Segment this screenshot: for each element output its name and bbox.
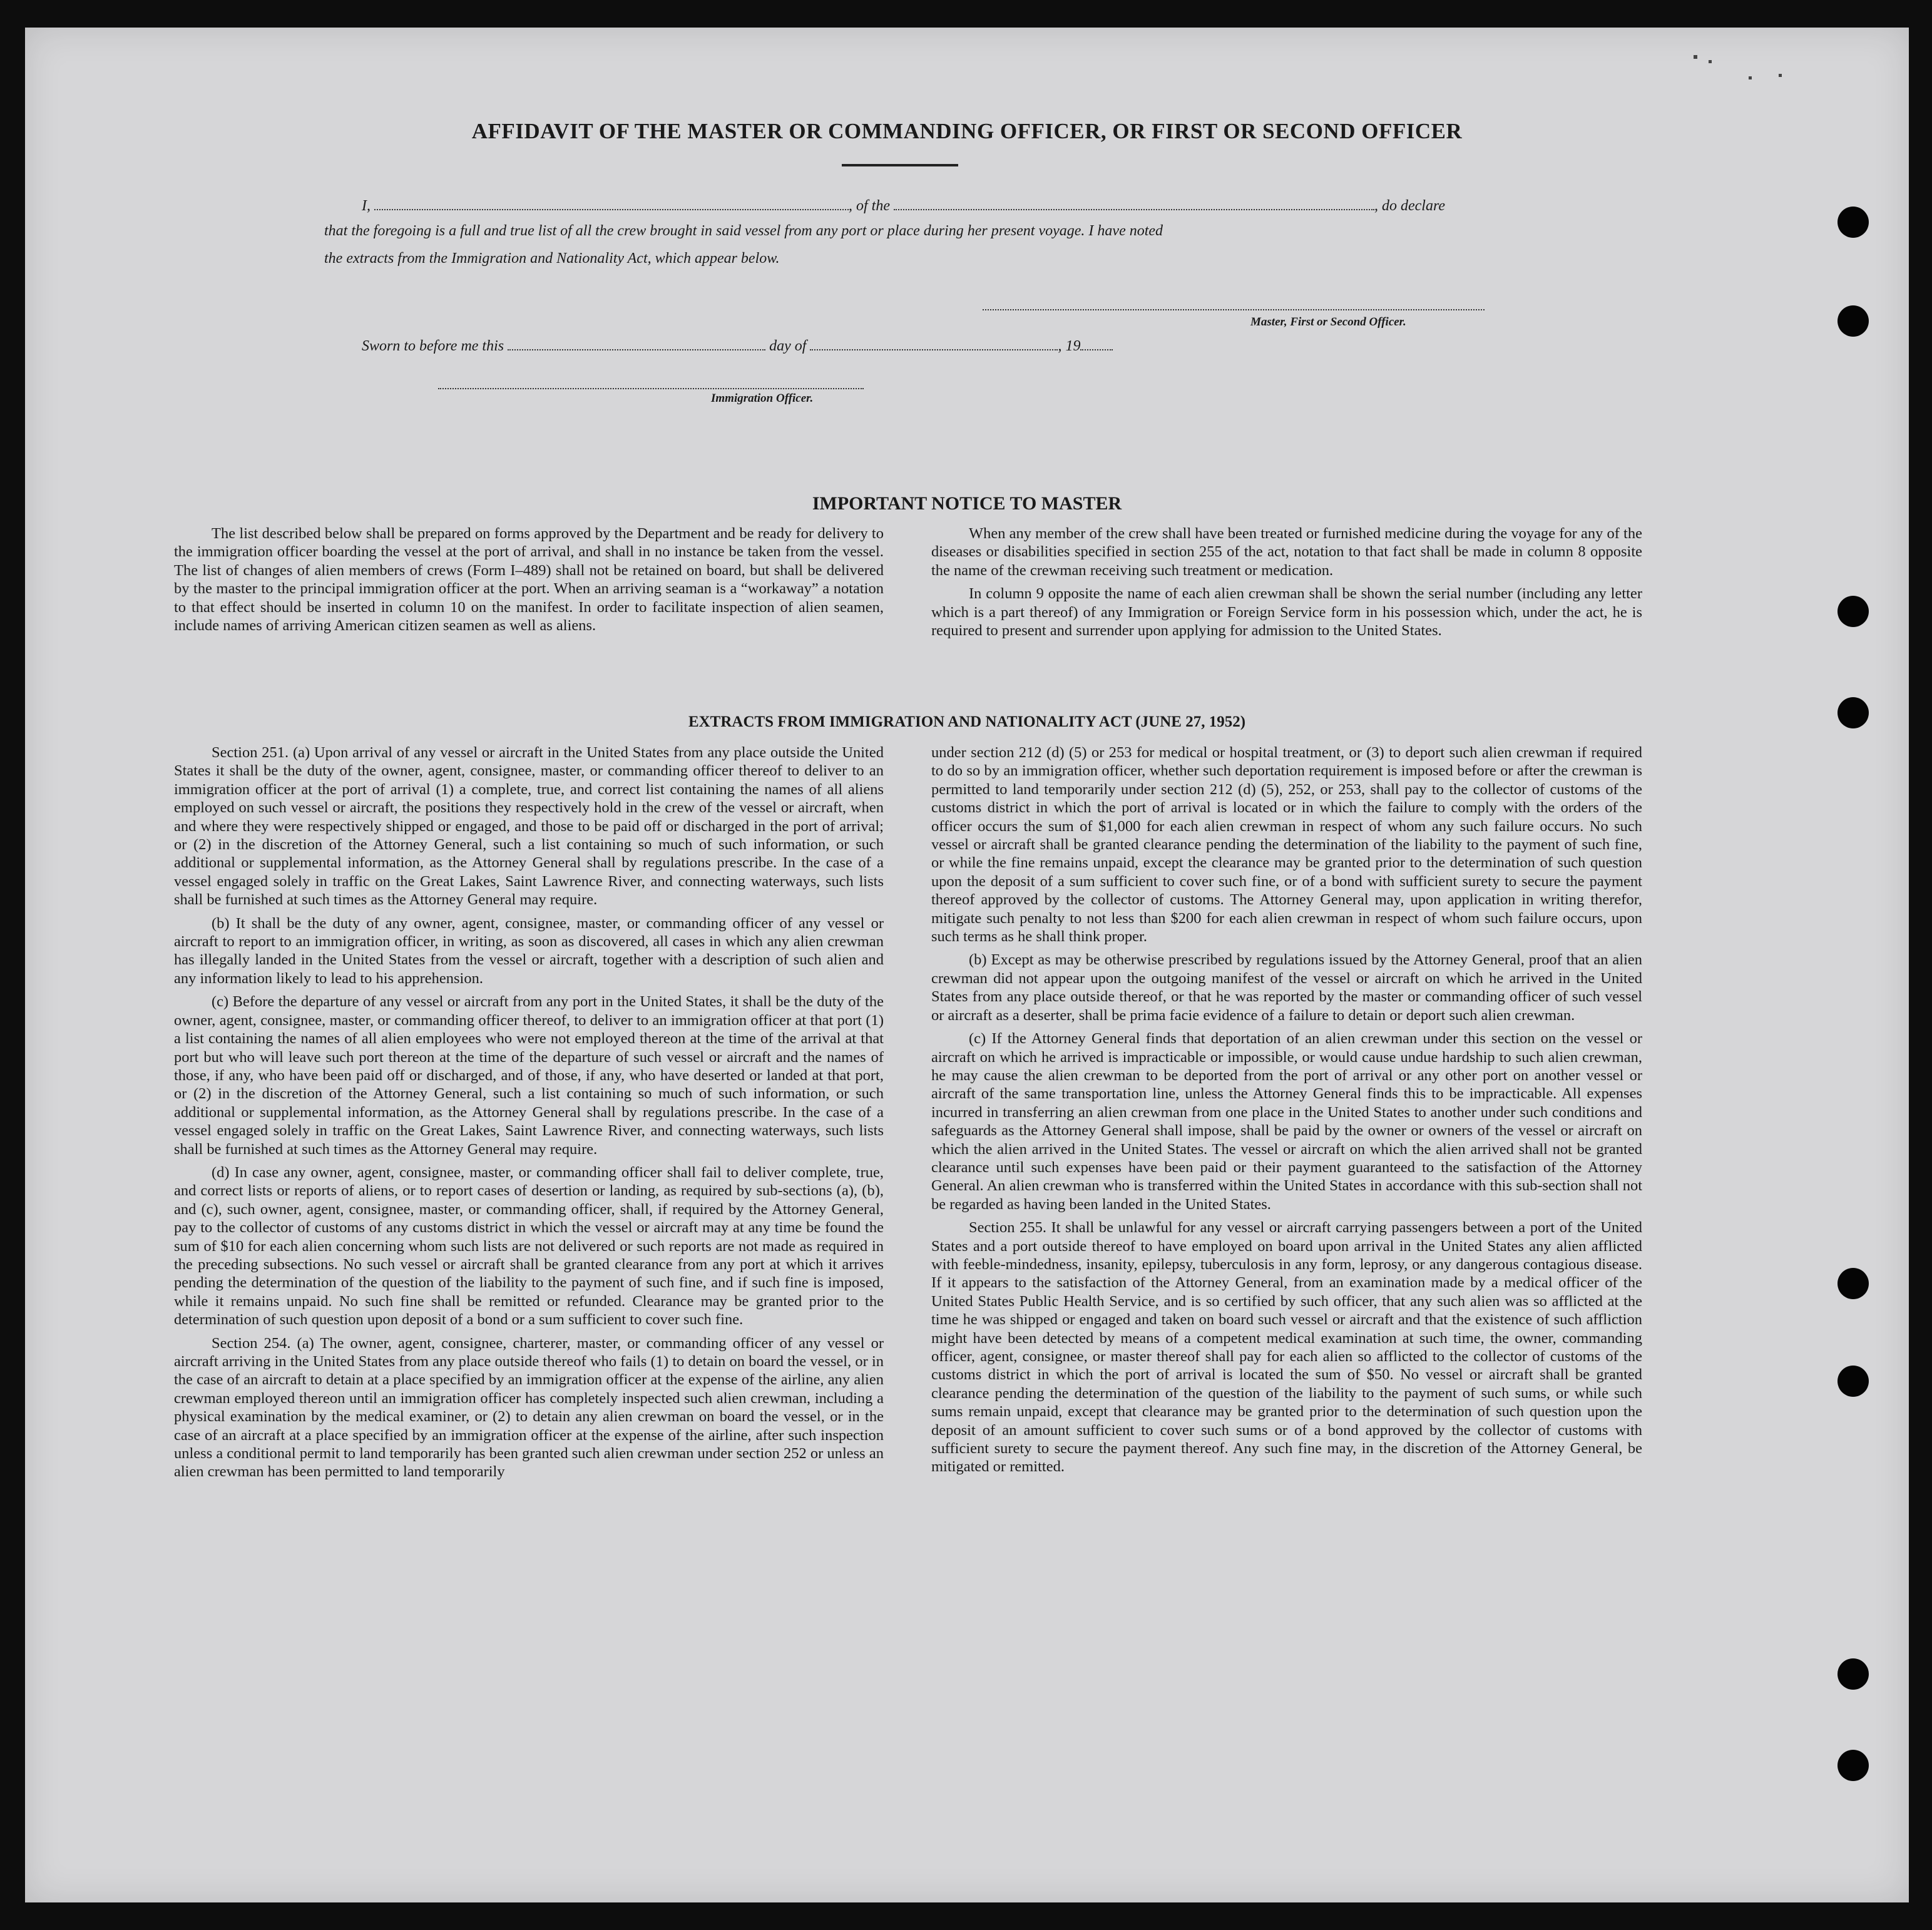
binder-hole <box>1837 1658 1869 1690</box>
sworn-month-blank[interactable] <box>810 337 1058 350</box>
notice-paragraph: The list described below shall be prepared on forms approved by the Department and be ready for delivery to the immigration officer boarding the vessel at the port of arrival, and shall in no instance be taken from the vessel. The list of changes of alien members of crews (Form I–489) shall not be retained on board, but shall be delivered by the master to the principal immigration officer at the port. When an arriving seaman is a “workaway” a notation to that effect should be inserted in column 10 on the manifest. In order to facilitate inspection of alien seamen, include names of arriving American citizen seamen as well as aliens. <box>174 525 884 635</box>
declaration-of-the: , of the <box>849 198 890 214</box>
binder-hole <box>1837 1750 1869 1781</box>
binder-hole <box>1837 207 1869 238</box>
binder-hole <box>1837 596 1869 627</box>
year-prefix: , 19 <box>1058 338 1081 354</box>
notice-paragraph: When any member of the crew shall have been treated or furnished medicine during the voyage for any of the diseases or disabilities specified in section 255 of the act, notation to that fact shall be made in column 8 opposite the name of the crewman receiving such treatment or medication. <box>931 525 1642 579</box>
master-signature-line[interactable] <box>983 309 1485 310</box>
section-251d: (d) In case any owner, agent, consignee, master, or commanding officer shall fail to deliver complete, true, and correct lists or reports of aliens, or to report cases of desertion or landing, as required by sub-sections (a), (b), and (c), such owner, agent, consignee, master, or commanding officer, shall, if required by the Attorney General, pay to the collector of customs of any customs district in which the vessel or aircraft may at any time be found the sum of $10 for each alien concerning whom such lists are not delivered or such reports are not made as required in the preceding subsections. No such vessel or aircraft shall be granted clearance from any port at which it arrives pending the determination of the question of the liability to the payment of such fine, and if such fine is imposed, while it remains unpaid. No such fine shall be remitted or refunded. Clearance may be granted prior to the determination of such question upon deposit of a bond or a sum sufficient to cover such fine. <box>174 1163 884 1329</box>
declaration-line-2: that the foregoing is a full and true list of all the crew brought in said vessel from any port or place during her present voyage. I have noted <box>324 223 1163 239</box>
officer-caption: Immigration Officer. <box>711 392 814 405</box>
speck <box>1779 74 1782 77</box>
section-254a: Section 254. (a) The owner, agent, consignee, charterer, master, or commanding officer of any vessel or aircraft arriving in the United States from any place outside thereof who fails (1) to detain on board the vessel, or in the case of an aircraft to detain at a place specified by an immigration officer at the expense of the airline, any alien crewman employed thereon until an immigration officer has completely inspected such alien crewman, including a physical examination by the medical examiner, or (2) to detain any alien crewman on board the vessel, or in the case of an aircraft at a place specified by an immigration officer at the expense of the airline, after such inspection unless a conditional permit to land temporarily has been granted such alien crewman under section 252 or unless an alien crewman has been permitted to land temporarily <box>174 1334 884 1481</box>
section-254c: (c) If the Attorney General finds that deportation of an alien crewman under this section on the vessel or aircraft on which he arrived is impracticable or impossible, or would cause undue hardship to such alien crewman, he may cause the alien crewman to be deported from the port of arrival or any other port on another vessel or aircraft of the same transportation line, unless the Attorney General finds this to be impracticable. All expenses incurred in transferring an alien crewman from one place in the United States to another under such conditions and safeguards as the Attorney General shall impose, shall be paid by the owner or owners of the vessel or aircraft on which the alien arrived in the United States. The vessel or aircraft on which the alien arrived shall not be granted clearance until such expenses have been paid or their payment guaranteed to the satisfaction of the Attorney General. An alien crewman who is transferred within the United States in accordance with this sub-section shall not be regarded as having been landed in the United States. <box>931 1030 1642 1213</box>
title-underline <box>842 164 958 166</box>
section-251c: (c) Before the departure of any vessel or aircraft from any port in the United States, it shall be the duty of the owner, agent, consignee, master, or commanding officer thereof, to deliver to an immigration officer at that port (1) a list containing the names of all alien employees who were not employed thereon at the time of the arrival at that port but who will leave such port thereon at the time of the departure of such vessel or aircraft and the names of those, if any, who have been paid off or discharged, and of those, if any, who have deserted or landed at that port, or (2) in the discretion of the Attorney General, such a list containing so much of such information, or such additional or supplemental information, as the Attorney General shall by regulations prescribe. In the case of a vessel engaged solely in traffic on the Great Lakes, Saint Lawrence River, and connecting waterways, such lists shall be furnished at such times as the Attorney General may require. <box>174 993 884 1158</box>
extracts-left-column <box>174 743 884 1486</box>
declaration-do-declare: , do declare <box>1374 198 1446 214</box>
speck <box>1694 55 1697 59</box>
notice-left-column <box>174 524 884 640</box>
day-of-label: day of <box>769 338 807 354</box>
declaration-line-1 <box>362 197 1445 215</box>
notice-paragraph: In column 9 opposite the name of each alien crewman shall be shown the serial number (including any letter which is a part thereof) of any Immigration or Foreign Service form in his possession which, under the act, he is required to present and surrender upon applying for admission to the United States. <box>931 585 1642 640</box>
speck <box>1749 76 1752 79</box>
binder-hole <box>1837 1366 1869 1397</box>
extracts-right-column <box>931 743 1642 1481</box>
binder-hole <box>1837 305 1869 337</box>
sworn-label: Sworn to before me this <box>362 338 504 354</box>
affidavit-title: AFFIDAVIT OF THE MASTER OR COMMANDING OFFICER, OR FIRST OR SECOND OFFICER <box>471 119 1463 143</box>
sworn-day-blank[interactable] <box>508 337 765 350</box>
section-254a-continued: under section 212 (d) (5) or 253 for medical or hospital treatment, or (3) to deport such alien crewman if required to do so by an immigration officer, whether such deportation requirement is imposed before or after the crewman is permitted to land temporarily under section 212 (d) (5), 252, or 253, shall pay to the collector of customs of the customs district in which the port of arrival is located or in which the failure to comply with the orders of the officer occurs the sum of $1,000 for each alien crewman in respect of whom any such failure occurs. No such vessel or aircraft shall be granted clearance pending the determination of the liability to the payment of such fine, or while the fine remains unpaid, except the clearance may be granted prior to the determination of such question upon the deposit of a sum sufficient to cover such fine, or of a bond with sufficient surety to secure the payment thereof approved by the collector of customs. The Attorney General may, upon application in writing therefor, mitigate such penalty to not less than $200 for each alien crewman in respect of whom such failure occurs, upon such terms as he shall think proper. <box>931 744 1642 946</box>
section-255: Section 255. It shall be unlawful for any vessel or aircraft carrying passengers between a port of the United States and a port outside thereof to have employed on board upon arrival in the United States any alien afflicted with feeble-mindedness, insanity, epilepsy, tuberculosis in any form, leprosy, or any dangerous contagious disease. If it appears to the satisfaction of the Attorney General, from an examination made by a medical officer of the United States Public Health Service, and is so certified by such officer, that any such alien was so afflicted at the time he was shipped or engaged and taken on board such vessel or aircraft and that the existence of such affliction might have been detected by means of a competent medical examination at such time, the owner, commanding officer, agent, consignee, or master thereof shall pay for each alien so afflicted to the collector of customs of the customs district in which the port of arrival is located the sum of $50. No vessel or aircraft shall be granted clearance pending the determination of the question of the liability to the payment of such sums, or while such sums remain unpaid, except that clearance may be granted prior to the determination of such question upon the deposit of an amount sufficient to cover such sums or of a bond approved by the collector of customs with sufficient surety to secure the payment thereof. Any such fine may, in the discretion of the Attorney General, be mitigated or remitted. <box>931 1219 1642 1476</box>
section-251b: (b) It shall be the duty of any owner, agent, consignee, master, or commanding officer of any vessel or aircraft to report to an immigration officer, in writing, as soon as discovered, all cases in which any alien crewman has illegally landed in the United States from the vessel or aircraft, together with a description of such alien and any information likely to lead to his apprehension. <box>174 914 884 987</box>
section-251a: Section 251. (a) Upon arrival of any vessel or aircraft in the United States from any place outside the United States it shall be the duty of the owner, agent, consignee, master, or commanding officer thereof to deliver to an immigration officer at the port of arrival (1) a complete, true, and correct list containing the names of all aliens employed on such vessel or aircraft, the positions they respectively hold in the crew of the vessel or aircraft, when and where they were respectively shipped or engaged, and those to be paid off or discharged in the port of arrival; or (2) in the discretion of the Attorney General, such a list containing so much of such information, or such additional or supplemental information, as the Attorney General shall by regulations prescribe. In the case of a vessel engaged solely in traffic on the Great Lakes, Saint Lawrence River, and connecting waterways, such lists shall be furnished at such times as the Attorney General may require. <box>174 744 884 909</box>
document-page <box>25 28 1909 1902</box>
section-254b: (b) Except as may be otherwise prescribed by regulations issued by the Attorney General, proof that an alien crewman did not appear upon the outgoing manifest of the vessel or aircraft on which he arrived in the United States from any place outside thereof, or that he was reported by the master or commanding officer of such vessel or aircraft as a deserter, shall be prima facie evidence of a failure to detain or deport such alien crewman. <box>931 951 1642 1024</box>
notice-title: IMPORTANT NOTICE TO MASTER <box>812 493 1122 514</box>
master-caption: Master, First or Second Officer. <box>1250 315 1406 329</box>
sworn-year-blank[interactable] <box>1080 337 1113 350</box>
binder-hole <box>1837 1268 1869 1299</box>
notice-right-column <box>931 524 1642 645</box>
sworn-line <box>362 337 1113 355</box>
name-blank[interactable] <box>374 197 849 210</box>
vessel-blank[interactable] <box>894 197 1374 210</box>
declaration-i: I, <box>362 198 371 214</box>
declaration-line-3: the extracts from the Immigration and Nationality Act, which appear below. <box>324 250 780 267</box>
extracts-title: EXTRACTS FROM IMMIGRATION AND NATIONALITY ACT (JUNE 27, 1952) <box>688 713 1246 730</box>
officer-signature-line[interactable] <box>438 388 864 389</box>
speck <box>1709 60 1712 63</box>
